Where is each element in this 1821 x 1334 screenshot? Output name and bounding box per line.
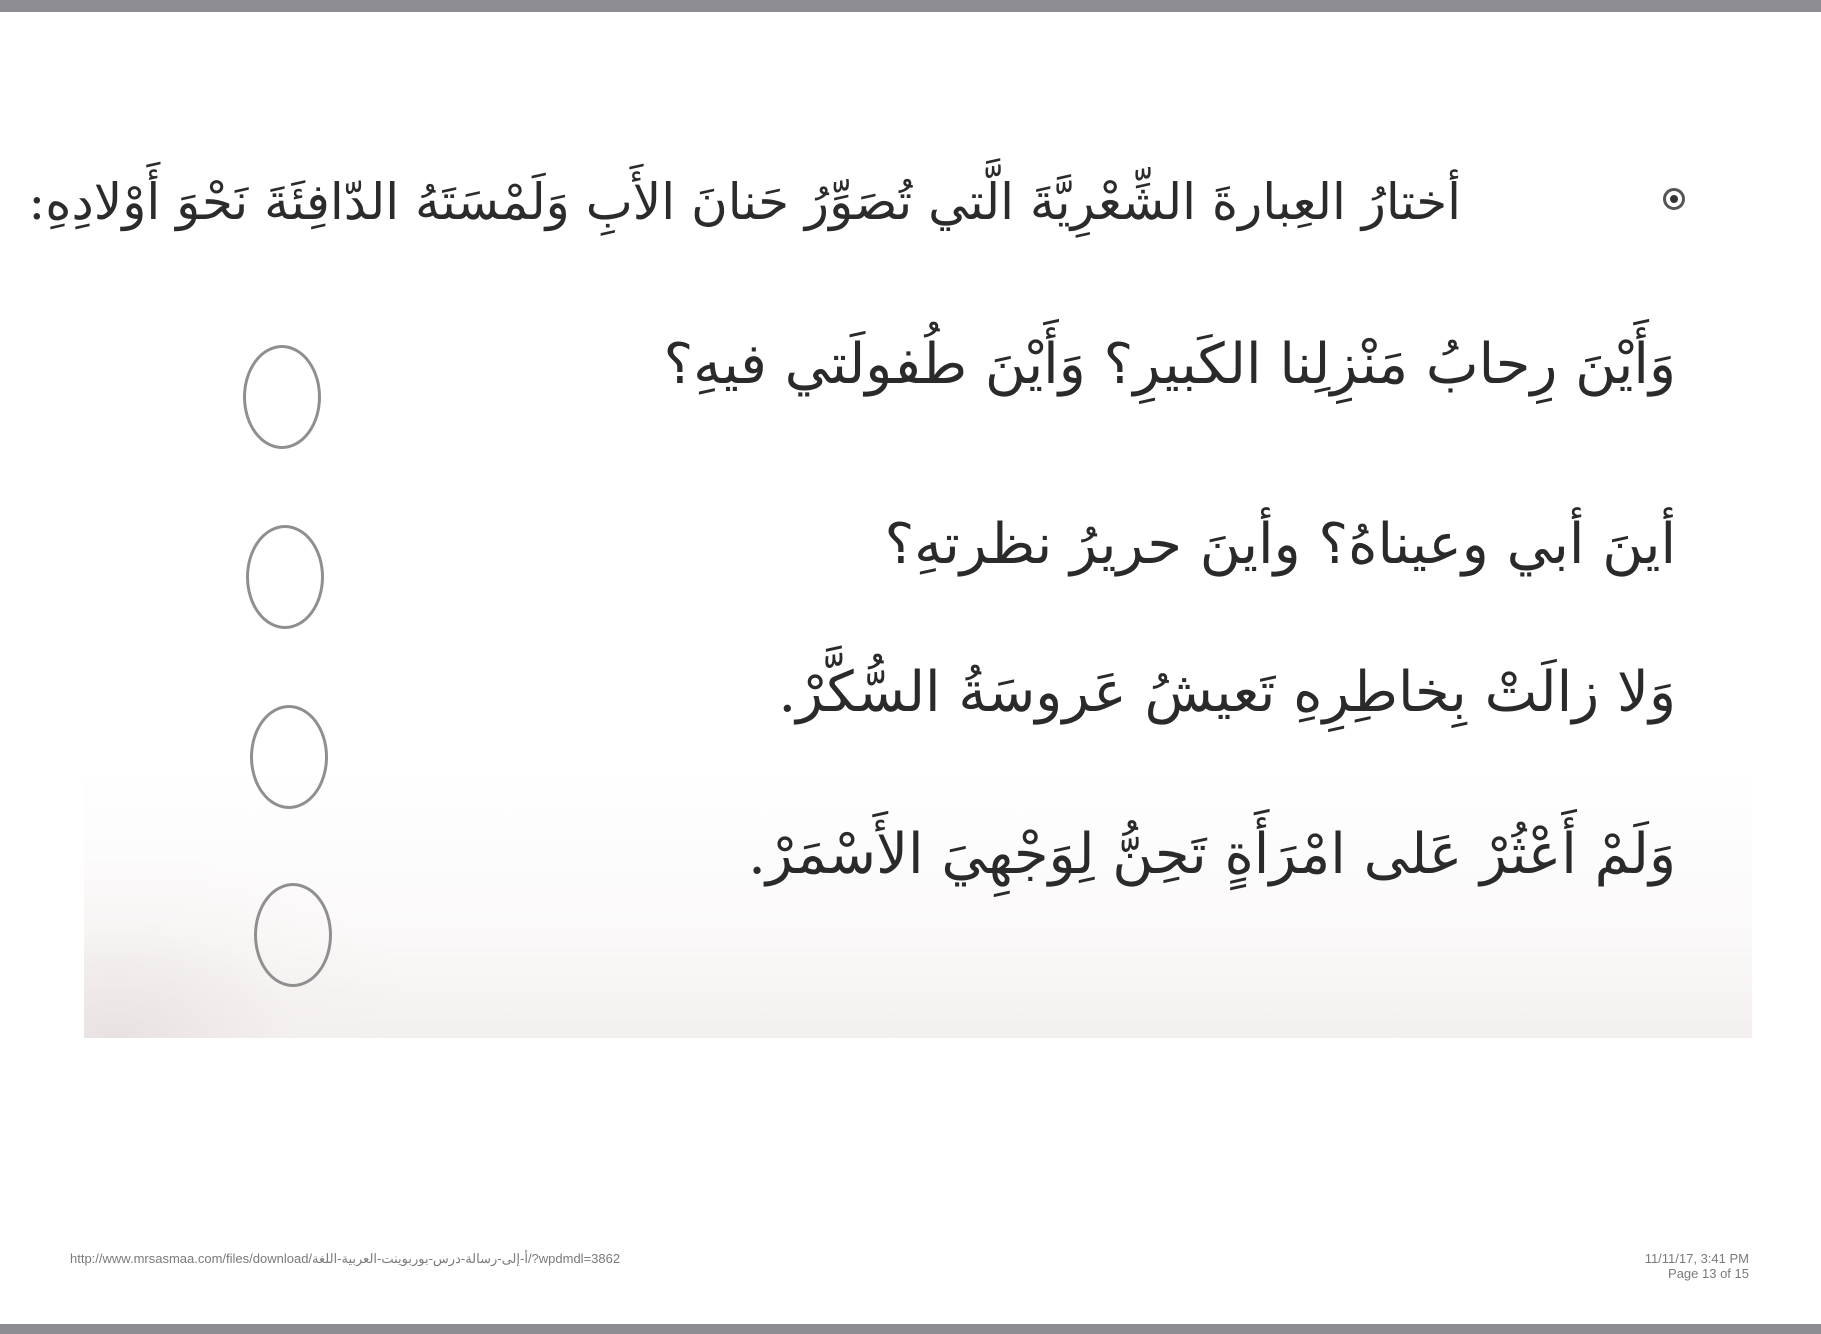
question-text: أختارُ العِبارةَ الشِّعْرِيَّةَ الَّتي تُصَوِّرُ حَنانَ الأَبِ وَلَمْسَتَهُ الدّافِئَةَ نَحْوَ أَوْلادِهِ: — [28, 173, 1461, 231]
footer-meta — [1645, 1251, 1749, 1281]
scan-shading — [84, 860, 404, 1038]
viewer-bottom-border — [0, 1324, 1821, 1334]
viewer-top-border — [0, 0, 1821, 12]
question-bullet-icon — [1663, 188, 1685, 210]
footer-page-number: Page 13 of 15 — [1668, 1266, 1749, 1281]
option-text-4: وَلَمْ أَعْثُرْ عَلى امْرَأَةٍ تَحِنُّ لِوَجْهِيَ الأَسْمَرْ. — [748, 822, 1676, 887]
footer-url: http://www.mrsasmaa.com/files/download/أ-إلى-رسالة-درس-بوربوينت-العربية-اللغة/?wpdmdl=3862 — [70, 1251, 621, 1266]
footer-datetime: 11/11/17, 3:41 PM — [1644, 1251, 1749, 1266]
option-text-3: وَلا زالَتْ بِخاطِرِهِ تَعيشُ عَروسَةُ السُّكَّرْ. — [778, 660, 1676, 725]
option-text-2: أينَ أبي وعيناهُ؟ وأينَ حريرُ نظرتهِ؟ — [884, 512, 1676, 577]
option-radio-3[interactable] — [250, 705, 328, 809]
option-radio-4[interactable] — [254, 883, 332, 987]
option-radio-2[interactable] — [246, 525, 324, 629]
option-radio-1[interactable] — [243, 345, 321, 449]
option-text-1: وَأَيْنَ رِحابُ مَنْزِلِنا الكَبيرِ؟ وَأَيْنَ طُفولَتي فيهِ؟ — [663, 332, 1676, 397]
